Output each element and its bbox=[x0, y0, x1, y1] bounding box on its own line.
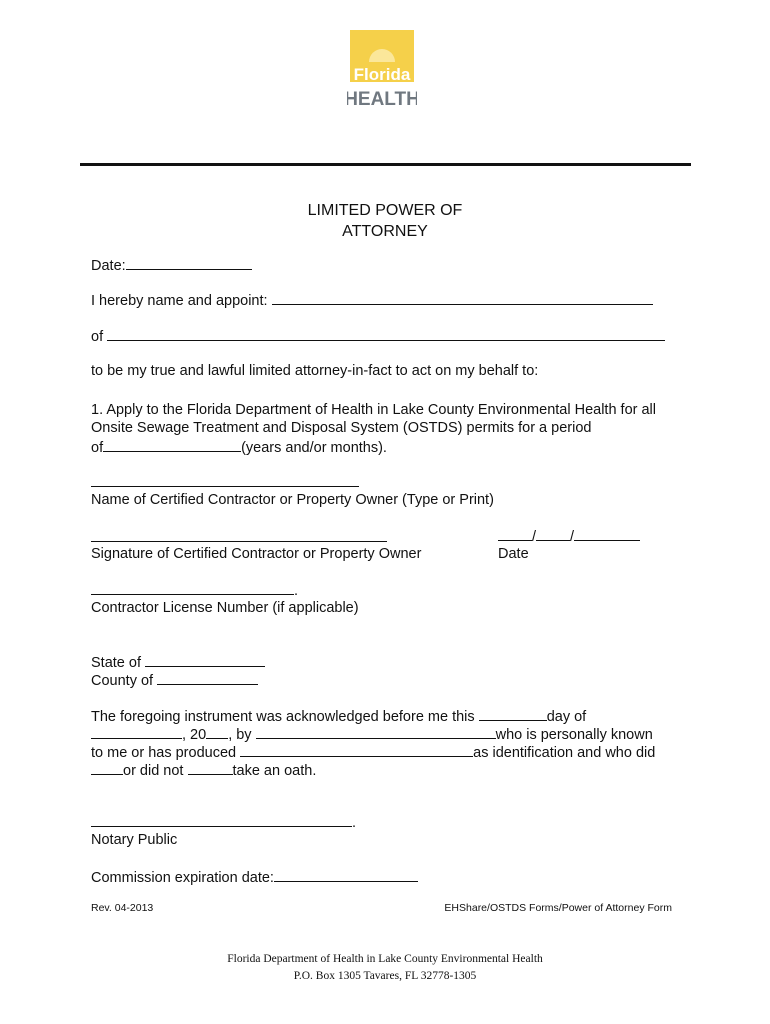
notary-line-4 bbox=[91, 760, 316, 780]
commission-label: Commission expiration date: bbox=[91, 870, 274, 886]
of-row bbox=[91, 326, 665, 346]
oath-did-field[interactable] bbox=[91, 760, 123, 775]
ack-year-field[interactable] bbox=[206, 724, 228, 739]
license-caption: Contractor License Number (if applicable) bbox=[91, 600, 359, 616]
signature-date-field[interactable] bbox=[498, 526, 640, 546]
state-label: State of bbox=[91, 655, 141, 671]
notary-text-5: who is personally known bbox=[495, 727, 653, 743]
form-path: EHShare/OSTDS Forms/Power of Attorney Form bbox=[444, 902, 672, 914]
item1-line-1: 1. Apply to the Florida Department of Health in Lake County Environmental Health for all bbox=[91, 402, 656, 418]
notary-text-2: day of bbox=[546, 709, 587, 725]
ack-day-field[interactable] bbox=[479, 706, 547, 721]
commission-date-field[interactable] bbox=[274, 867, 418, 882]
state-row bbox=[91, 652, 265, 672]
notary-signature-row bbox=[91, 812, 356, 832]
notary-caption: Notary Public bbox=[91, 832, 178, 848]
ack-month-field[interactable] bbox=[91, 724, 182, 739]
date-slash-1: / bbox=[532, 529, 537, 545]
item1-prefix: of bbox=[91, 440, 104, 456]
license-period: . bbox=[294, 583, 299, 599]
notary-text-8: or did not bbox=[123, 763, 184, 779]
signature-caption: Signature of Certified Contractor or Property Owner bbox=[91, 546, 422, 562]
identification-field[interactable] bbox=[240, 742, 473, 757]
county-row bbox=[91, 670, 258, 690]
title-line-1: LIMITED POWER OF bbox=[307, 202, 463, 219]
state-field[interactable] bbox=[145, 652, 265, 667]
revision-label: Rev. 04-2013 bbox=[91, 902, 154, 914]
notary-text-6: to me or has produced bbox=[91, 745, 237, 761]
county-field[interactable] bbox=[157, 670, 258, 685]
item1-suffix: (years and/or months). bbox=[241, 440, 387, 456]
footer-line-2: P.O. Box 1305 Tavares, FL 32778-1305 bbox=[293, 970, 477, 982]
item1-line-3 bbox=[91, 437, 387, 457]
notary-text-1: The foregoing instrument was acknowledged before me this bbox=[91, 709, 475, 725]
date-row bbox=[91, 255, 252, 275]
date-field[interactable] bbox=[126, 255, 252, 270]
ack-person-field[interactable] bbox=[256, 724, 496, 739]
item1-line-2: Onsite Sewage Treatment and Disposal System (OSTDS) permits for a period bbox=[91, 420, 592, 436]
notary-signature-field[interactable] bbox=[91, 812, 352, 827]
date-month-field[interactable] bbox=[498, 526, 532, 541]
logo-text-health: HEALTH bbox=[347, 89, 417, 108]
appoint-row bbox=[91, 290, 653, 310]
notary-line-3 bbox=[91, 742, 655, 762]
of-label: of bbox=[91, 329, 104, 345]
attorney-statement: to be my true and lawful limited attorney-in-fact to act on my behalf to: bbox=[91, 363, 539, 379]
permit-period-field[interactable] bbox=[103, 437, 241, 452]
header-rule bbox=[80, 163, 691, 166]
license-number-field[interactable] bbox=[91, 580, 294, 595]
logo-text-florida: Florida bbox=[353, 65, 411, 84]
florida-health-logo bbox=[347, 28, 417, 108]
date-slash-2: / bbox=[570, 529, 575, 545]
license-row bbox=[91, 580, 298, 600]
title-line-2: ATTORNEY bbox=[342, 223, 428, 240]
notary-line-1 bbox=[91, 706, 586, 726]
appoint-label: I hereby name and appoint: bbox=[91, 293, 268, 309]
date-caption: Date bbox=[498, 546, 529, 562]
contractor-name-field[interactable] bbox=[91, 486, 359, 487]
notary-text-9: take an oath. bbox=[232, 763, 317, 779]
notary-line-2 bbox=[91, 724, 653, 744]
oath-did-not-field[interactable] bbox=[188, 760, 233, 775]
date-year-field[interactable] bbox=[574, 526, 640, 541]
notary-text-3: , 20 bbox=[182, 727, 207, 743]
signature-field[interactable] bbox=[91, 541, 387, 542]
notary-text-4: , by bbox=[228, 727, 252, 743]
date-day-field[interactable] bbox=[536, 526, 570, 541]
notary-period: . bbox=[352, 815, 357, 831]
appointee-address-field[interactable] bbox=[107, 326, 665, 341]
footer-line-1: Florida Department of Health in Lake County Environmental Health bbox=[227, 953, 543, 965]
notary-text-7: as identification and who did bbox=[473, 745, 656, 761]
date-label: Date: bbox=[91, 258, 126, 274]
county-label: County of bbox=[91, 673, 154, 689]
appointee-name-field[interactable] bbox=[272, 290, 653, 305]
name-caption: Name of Certified Contractor or Property Owner (Type or Print) bbox=[91, 492, 494, 508]
commission-row bbox=[91, 867, 418, 887]
